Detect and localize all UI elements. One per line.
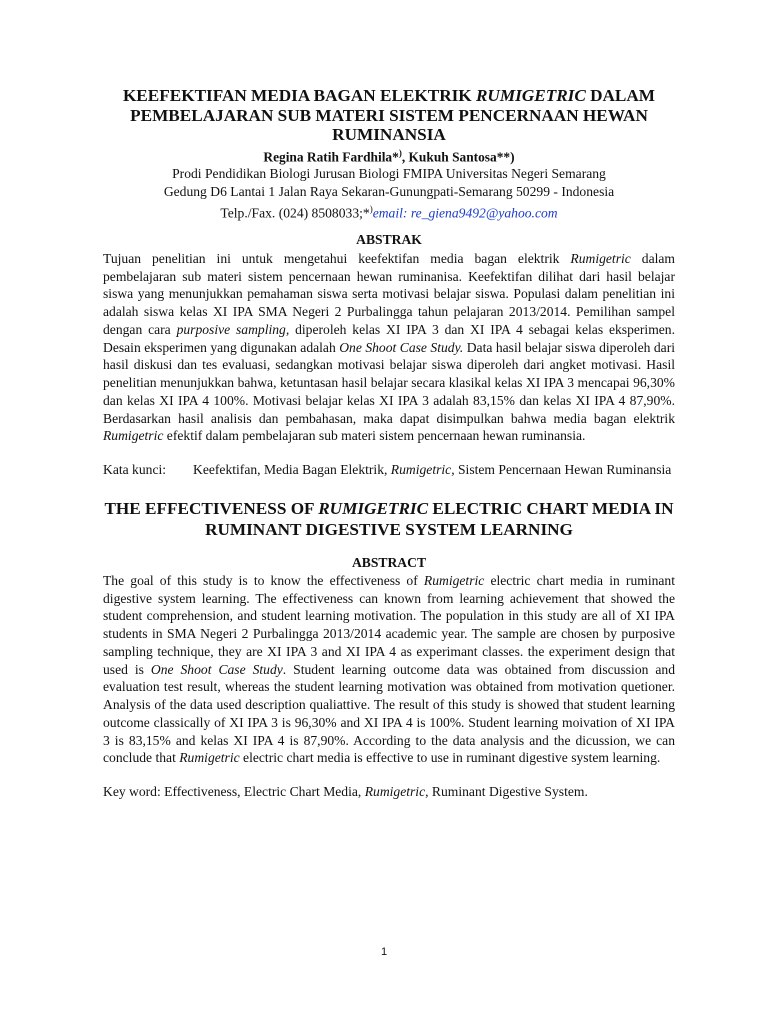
author-list: Regina Ratih Fardhila*), Kukuh Santosa**) bbox=[263, 147, 515, 164]
affiliation-line: Prodi Pendidikan Biologi Jurusan Biologi FMIPA Universitas Negeri Semarang bbox=[172, 165, 606, 181]
affiliation-block bbox=[103, 165, 675, 222]
key-word: Key word: Effectiveness, Electric Chart Media, Rumigetric, Ruminant Digestive System. bbox=[103, 784, 588, 800]
abstract-body: The goal of this study is to know the effectiveness of Rumigetric electric chart media in ruminant digestive system learning. The effectiveness can known from learning achievement that showed the student comprehension, and student learning motivation. The population in this study are all of XI IPA students in SMA Negeri 2 Purbalingga 2013/2014 academic year. The sample are chosen by purposive sampling technique, they are XI IPA 3 and XI IPA 4 as experimant classes. the experiment design that used is One Shoot Case Study. Student learning outcome data was obtained from discussion and evaluation test result, whereas the student learning motivation was obtained from motivation quetioner. Analysis of the data used description qualiattive. The result of this study is showed that student learning outcome classically of XI IPA 3 is 96,30% and XI IPA 4 is 100%. Student learning moivation of XI IPA 3 is 83,15% and kelas XI IPA 4 is 87,90%. According to the data analysis and the dicussion, we can conclude that Rumigetric electric chart media is effective to use in ruminant digestive system learning. bbox=[103, 572, 676, 766]
kata-kunci bbox=[103, 461, 675, 479]
abstrak-body: Tujuan penelitian ini untuk mengetahui keefektifan media bagan elektrik Rumigetric dalam pembelajaran sub materi sistem pencernaan hewan ruminanisa. Keefektifan dilihat dari hasil belajar siswa yang menunjukkan pemahaman siswa serta motivasi belajar siswa. Populasi dalam penelitian ini adalah siswa kelas XI IPA SMA Negeri 2 Purbalingga tahun pelajaran 2013/2014. Pemilihan sampel dengan cara purposive sampling, diperoleh kelas XI IPA 3 dan XI IPA 4 sebagai kelas eksperimen. Desain eksperimen yang digunakan adalah One Shoot Case Study. Data hasil belajar siswa diperoleh dari hasil diskusi dan tes evaluasi, sedangkan motivasi belajar siswa diperoleh dari angket motivasi. Hasil penelitian menunjukkan bahwa, ketuntasan hasil belajar secara klasikal kelas XI IPA 3 mencapai 96,30% dan kelas XI IPA 4 100%. Motivasi belajar kelas XI IPA 3 adalah 83,15% dan kelas XI IPA 4 87,90%. Berdasarkan hasil analisis dan pembahasan, maka dapat disimpulkan bahwa media bagan elektrik Rumigetric efektif dalam pembelajaran sub materi sistem pencernaan hewan ruminansia. bbox=[103, 250, 676, 444]
contact-line: Telp./Fax. (024) 8508033;*)email: re_giena9492@yahoo.com bbox=[220, 203, 558, 221]
abstract-heading: ABSTRACT bbox=[351, 554, 427, 570]
abstrak-heading: ABSTRAK bbox=[356, 231, 422, 247]
kata-kunci-label: Kata kunci: bbox=[103, 462, 167, 478]
address-line: Gedung D6 Lantai 1 Jalan Raya Sekaran-Gunungpati-Semarang 50299 - Indonesia bbox=[163, 183, 615, 199]
paper-page bbox=[103, 86, 675, 801]
email-link[interactable]: email: re_giena9492@yahoo.com bbox=[372, 205, 558, 221]
paper-title-english: THE EFFECTIVENESS OF RUMIGETRIC ELECTRIC CHART MEDIA IN RUMINANT DIGESTIVE SYSTEM LEARNING bbox=[104, 498, 674, 540]
kata-kunci-values: Keefektifan, Media Bagan Elektrik, Rumigetric, Sistem Pencernaan Hewan Ruminansia bbox=[193, 462, 672, 478]
paper-title-indonesian: KEEFEKTIFAN MEDIA BAGAN ELEKTRIK RUMIGETRIC DALAM PEMBELAJARAN SUB MATERI SISTEM PENCERNAAN HEWAN RUMINANSIA bbox=[122, 86, 656, 144]
page-number: 1 bbox=[380, 946, 388, 958]
